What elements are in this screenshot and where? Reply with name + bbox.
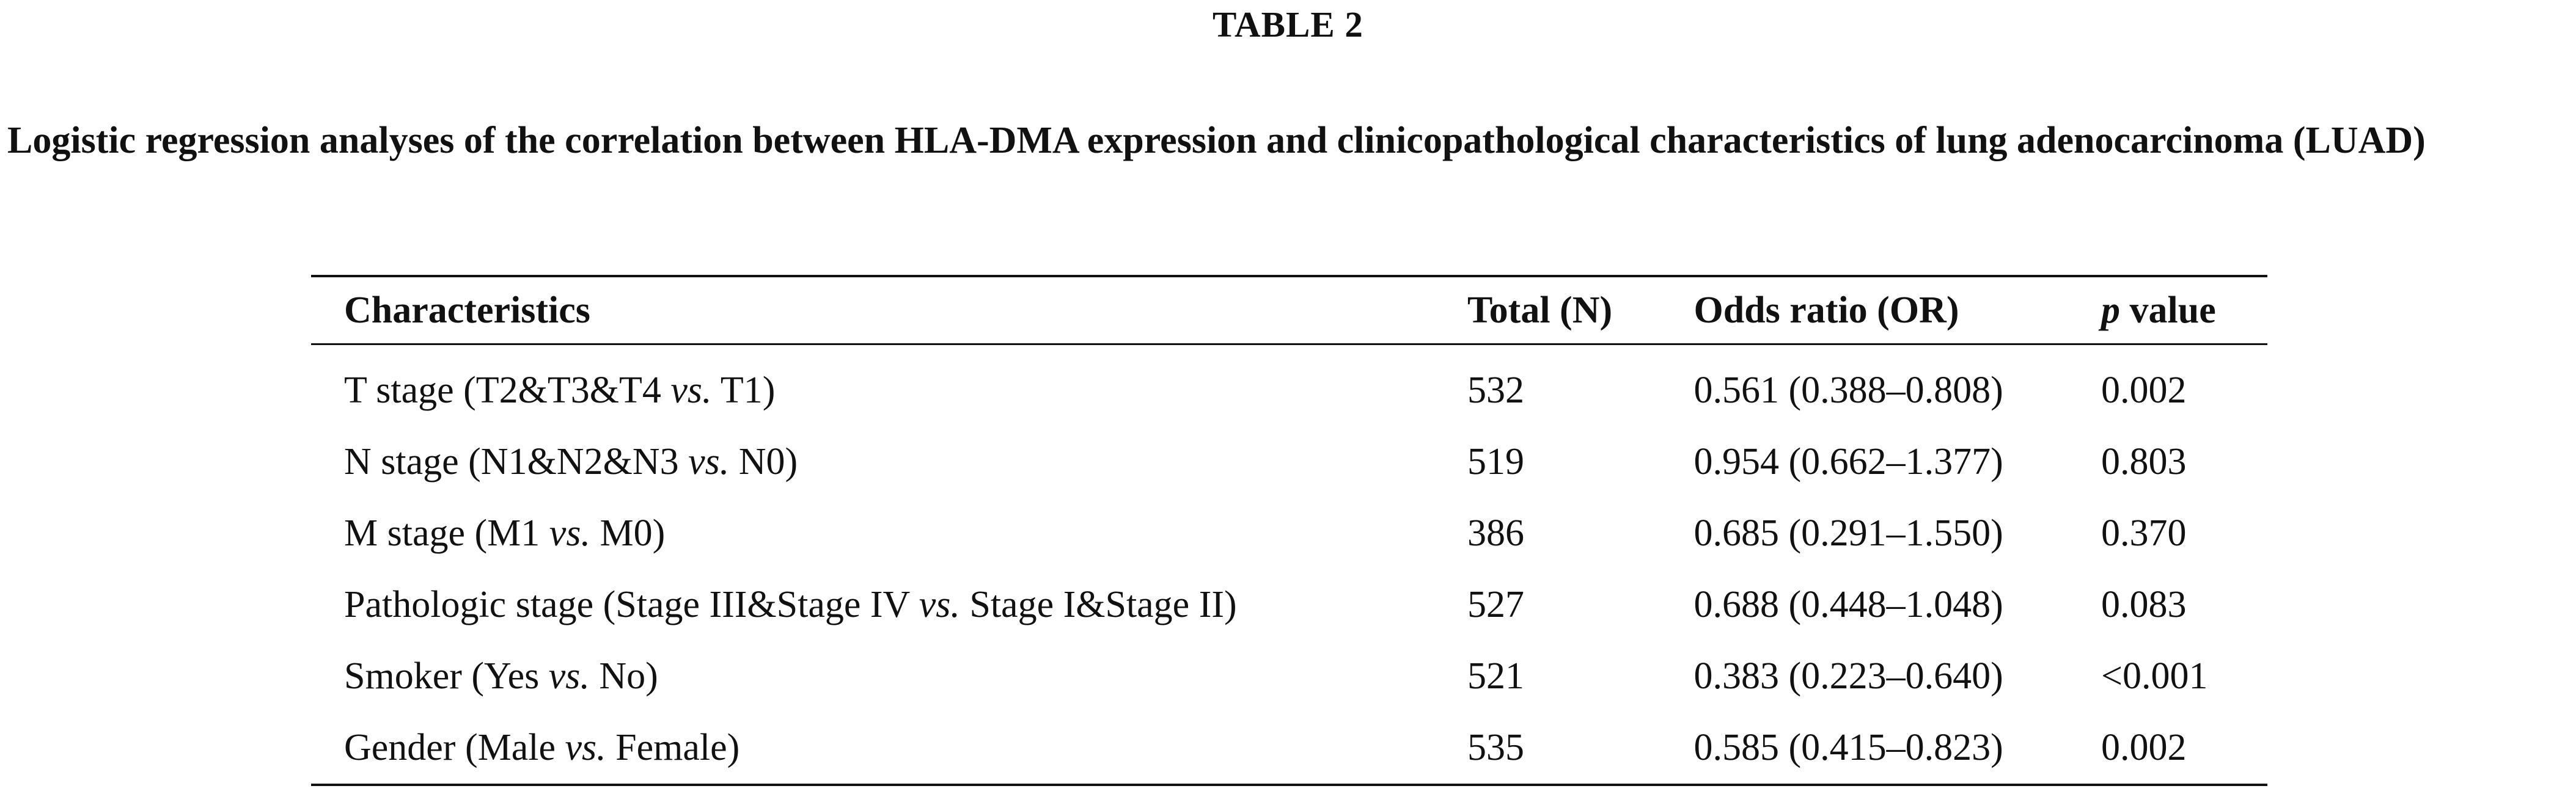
characteristic-cell (311, 712, 1467, 785)
vs-text: vs. (549, 512, 590, 554)
total-cell: 519 (1467, 441, 1525, 483)
characteristic-text: Stage I&Stage II) (960, 584, 1237, 625)
p-value-cell: 0.370 (2101, 512, 2187, 554)
characteristic-text: N stage (N1&N2&N3 (344, 441, 689, 483)
table-row (311, 498, 2267, 569)
p-value-cell: 0.803 (2101, 441, 2187, 483)
table-label: TABLE 2 (1213, 4, 1363, 45)
table-row (311, 569, 2267, 641)
p-value-cell: 0.002 (2101, 370, 2187, 411)
p-value-cell: 0.002 (2101, 727, 2187, 768)
characteristic-cell (311, 426, 1467, 498)
table-row (311, 712, 2267, 785)
characteristic-cell (311, 344, 1467, 427)
total-cell: 535 (1467, 727, 1525, 768)
vs-text: vs. (688, 441, 730, 483)
odds-ratio-cell: 0.383 (0.223–0.640) (1693, 655, 2003, 697)
vs-text: vs. (548, 655, 590, 697)
p-symbol: p (2101, 289, 2120, 331)
p-value-label: value (2120, 289, 2216, 331)
table-row (311, 641, 2267, 712)
table-caption: Logistic regression analyses of the correlation between HLA-DMA expression and clinicopathological characteristics of lung adenocarcinoma (LUAD) (7, 120, 2426, 161)
characteristic-text: N0) (729, 441, 798, 483)
characteristic-text: Gender (Male (344, 727, 565, 768)
characteristic-text: M stage (M1 (344, 512, 549, 554)
odds-ratio-cell: 0.685 (0.291–1.550) (1693, 512, 2003, 554)
header-odds-ratio: Odds ratio (OR) (1693, 289, 1959, 331)
characteristic-text: Pathologic stage (Stage III&Stage IV (344, 584, 919, 625)
table-body (311, 344, 2267, 785)
odds-ratio-cell: 0.585 (0.415–0.823) (1693, 727, 2003, 768)
characteristic-text: No) (589, 655, 658, 697)
characteristic-text: M0) (590, 512, 666, 554)
characteristic-cell (311, 498, 1467, 569)
vs-text: vs. (565, 727, 606, 768)
total-cell: 527 (1467, 584, 1525, 625)
header-row (311, 276, 2267, 344)
table-header (311, 276, 2267, 344)
characteristic-cell (311, 641, 1467, 712)
odds-ratio-cell: 0.954 (0.662–1.377) (1693, 441, 2003, 483)
total-cell: 532 (1467, 370, 1525, 411)
characteristic-cell (311, 569, 1467, 641)
table-row (311, 426, 2267, 498)
characteristic-text: T stage (T2&T3&T4 (344, 370, 671, 411)
odds-ratio-cell: 0.688 (0.448–1.048) (1693, 584, 2003, 625)
header-total: Total (N) (1467, 289, 1613, 331)
vs-text: vs. (919, 584, 960, 625)
vs-text: vs. (670, 370, 712, 411)
total-cell: 521 (1467, 655, 1525, 697)
header-p-value (2101, 276, 2267, 344)
p-value-cell: <0.001 (2101, 655, 2208, 697)
regression-table (311, 275, 2267, 786)
total-cell: 386 (1467, 512, 1525, 554)
characteristic-text: Smoker (Yes (344, 655, 549, 697)
odds-ratio-cell: 0.561 (0.388–0.808) (1693, 370, 2003, 411)
p-value-cell: 0.083 (2101, 584, 2187, 625)
characteristic-text: Female) (606, 727, 740, 768)
table-row (311, 344, 2267, 427)
characteristic-text: T1) (711, 370, 776, 411)
header-characteristics: Characteristics (344, 289, 590, 331)
